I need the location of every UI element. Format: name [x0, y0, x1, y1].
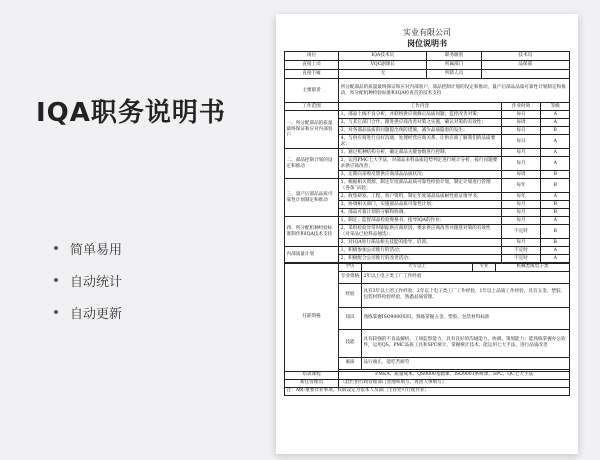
work-area-cell: 一、所分配部品的质量最终保证和应对内部客户: [285, 111, 339, 149]
knowledge-label: 知识: [339, 307, 362, 329]
training-label: 培训课程: [285, 371, 339, 379]
experience-value: 具有3年以上的工作经验，2年以上电子类工厂工作经验，1年以上品质工作经验，具有五金、塑胶、包装材料检验经验，熟悉品质管理。: [361, 283, 569, 307]
work-content-cell: 1、制定、监督部品检验规格书，指导IQA的作业；: [339, 217, 501, 225]
dept-value: 品保部: [481, 61, 569, 70]
feature-list: [54, 232, 122, 328]
count-value: [481, 70, 569, 79]
work-content-cell: 2、积极配合公司推行的改善活动；: [339, 255, 501, 263]
edu-value: 大专以上: [361, 263, 472, 271]
work-freq-cell: 不定时: [501, 255, 541, 263]
work-grade-cell: B: [541, 209, 570, 217]
major-value: 机械类或电子类: [495, 263, 569, 271]
work-row: [285, 179, 570, 193]
work-freq-cell: 不定时: [501, 225, 541, 239]
feature-label: 简单易用: [70, 242, 123, 258]
qualifications-label: 任职资格: [285, 263, 339, 371]
work-content-header: 工作内容: [339, 103, 501, 111]
work-grade-cell: A: [541, 119, 570, 127]
info-table: [284, 51, 570, 103]
work-table: [284, 102, 570, 263]
main-duty-label: 主要职责: [285, 79, 339, 103]
major-label: 专业: [473, 263, 496, 271]
work-grade-cell: B: [541, 171, 570, 179]
work-grade-cell: A: [541, 255, 570, 263]
edu-label: 学历: [339, 263, 362, 271]
work-grade-cell: B: [541, 225, 570, 239]
work-grade-cell: A: [541, 247, 570, 255]
work-freq-cell: 每月: [501, 209, 541, 217]
work-grade-cell: A: [541, 149, 570, 157]
work-grade-cell: B: [541, 127, 570, 135]
quality-label: 素质: [339, 357, 362, 369]
work-freq-header: 作业时效: [501, 103, 541, 111]
exp-head-value: 2年以上电子类工厂工作经验: [361, 271, 569, 283]
feature-item: [54, 232, 122, 264]
work-freq-cell: 每日: [501, 135, 541, 149]
work-grade-cell: B: [541, 179, 570, 193]
dept-label: 所属部门: [427, 61, 481, 70]
work-row: [285, 149, 570, 157]
work-freq-cell: 每月: [501, 149, 541, 157]
slide-title: IQA职务说明书: [36, 98, 226, 128]
work-freq-cell: 每年: [501, 193, 541, 201]
document-page: [276, 14, 578, 396]
work-content-cell: 3、协调相关部门，实施部品品质可靠性计划；: [339, 201, 501, 209]
superior-label: 直接上司: [285, 61, 339, 70]
work-row: [285, 247, 570, 255]
work-grade-cell: B: [541, 239, 570, 247]
work-grade-header: 等级: [541, 103, 570, 111]
subordinate-label: 直接下属: [285, 70, 339, 79]
work-content-cell: 2、与其它部门合作，跟进供应商改善对策之实施，确认对策的有效性；: [339, 119, 501, 127]
document-preview: [276, 14, 578, 454]
quality-value: 品行端正，能吃苦耐劳: [361, 357, 569, 369]
work-row: [285, 111, 570, 119]
work-content-cell: 3、定期向采购反馈供应商部品品质状况；: [339, 171, 501, 179]
work-content-cell: 2、收集研发、工程、客户资料，制定年度部品品质耐性验证推导书；: [339, 193, 501, 201]
feature-item: [54, 264, 122, 296]
bullet-dot-icon: [54, 278, 58, 282]
main-duty-text: 所分配部品的质量最终保证和应对内部客户，部品控制计划的设定和推动，量产后部品品质可靠性计划制定和推动，所分配机种检验标准和IQA检查首的技术支持: [339, 79, 570, 103]
work-content-cell: 2、运用PMC七大手法，对部品来料品质趋势判定进行统计分析，按行问题要求供应商改善；: [339, 157, 501, 171]
subordinate-value: 无: [339, 70, 427, 79]
work-content-cell: 1、积极参加公司推行的活动；: [339, 247, 501, 255]
work-freq-cell: 每日: [501, 127, 541, 135]
work-area-header: 工作范围: [285, 103, 339, 111]
work-freq-cell: 每月: [501, 217, 541, 225]
work-grade-cell: A: [541, 193, 570, 201]
work-freq-cell: 每月: [501, 201, 541, 209]
work-freq-cell: 每年: [501, 179, 541, 193]
work-content-cell: 4、与供应商进行良好沟通，处理经营应商关系，让供应商了解我们的品质要求；: [339, 135, 501, 149]
post-value: IQA技术员: [339, 52, 427, 61]
revision-label: 新任管理员: [285, 379, 339, 387]
revision-value: （此栏由行政管理部门处理和填写，再由人事填写）: [339, 379, 570, 387]
feature-label: 自动统计: [70, 274, 123, 290]
level-label: 职务级别: [427, 52, 481, 61]
count-label: 所辖人员: [427, 70, 481, 79]
work-grade-cell: A: [541, 135, 570, 149]
experience-label: 经验: [339, 283, 362, 307]
work-content-cell: 3、对IQA进行部品相关技能的指导、培训。: [339, 239, 501, 247]
document-note: 注：A级-重要作业事项，权限设定为依本人及部门主管处可行使作业；: [285, 387, 570, 395]
work-area-cell: 二、部品控制计划的设定和推动: [285, 149, 339, 179]
work-freq-cell: 每月: [501, 239, 541, 247]
work-content-cell: 1、通过机种结构分析，确定部品关键参数进行控制；: [339, 149, 501, 157]
company-name: 实业有限公司: [403, 28, 451, 37]
feature-label: 自动更新: [70, 306, 123, 322]
skill-label: 技能: [339, 329, 362, 357]
work-content-cell: 3、对各部品品质的问题提出预防措施，减少品质隐患的发生；: [339, 127, 501, 135]
work-freq-cell: 每日: [501, 111, 541, 119]
work-grade-cell: A: [541, 157, 570, 171]
skill-value: 具有较强的不良品解析、工场监察能力，具有良好的沟通能力、协调、策划能力；能熟练掌握办公软件，运用QS、PMC品质工具和SPC统计，掌握统计技术；能运用七大手法，进行品质改善: [361, 329, 569, 357]
bullet-dot-icon: [54, 246, 58, 250]
knowledge-value: 熟练掌握ISO9000知识，熟练掌握五金、塑胶、包装材料标准: [361, 307, 569, 329]
level-value: 技术员: [481, 52, 569, 61]
document-title: 岗位说明书: [407, 38, 447, 48]
work-freq-cell: 每周: [501, 119, 541, 127]
work-freq-cell: 不定时: [501, 247, 541, 255]
work-grade-cell: A: [541, 217, 570, 225]
work-area-cell: 内部质量计划: [285, 247, 339, 263]
work-content-cell: 4、部品可靠计划的分解和协调。: [339, 209, 501, 217]
work-area-cell: 四、所分配机种检验标准制作和IQA技术支持: [285, 217, 339, 247]
work-content-cell: 1、根据相关资源，制定年度部品品质可靠性检验计划，制定计划进行管理（各条ˇ试验；: [339, 179, 501, 193]
training-value: FMEA、质量成本、QS9000基础课、ISO9001系统课、SPC、QC七大手法: [339, 371, 570, 379]
bullet-dot-icon: [54, 310, 58, 314]
qualification-table: [284, 263, 570, 396]
work-area-cell: 三、量产后部品品质可靠性计划制定和推动: [285, 179, 339, 217]
work-freq-cell: 每月: [501, 157, 541, 171]
work-content-cell: 2、采料检验异常时跟踪供应商原因，要求供应商改善并跟进对策的有效性（对采品已检料品抽选）；: [339, 225, 501, 239]
work-row: [285, 217, 570, 225]
feature-item: [54, 296, 122, 328]
work-grade-cell: B: [541, 201, 570, 209]
work-freq-cell: 每周: [501, 171, 541, 179]
exp-head-label: 专业资格: [339, 271, 362, 283]
work-content-cell: 1、部品上线不良分析，并联络供应商修正品质问题，监控改善对策；: [339, 111, 501, 119]
superior-value: VQC副课长: [339, 61, 427, 70]
post-label: 岗位: [285, 52, 339, 61]
work-grade-cell: A: [541, 111, 570, 119]
